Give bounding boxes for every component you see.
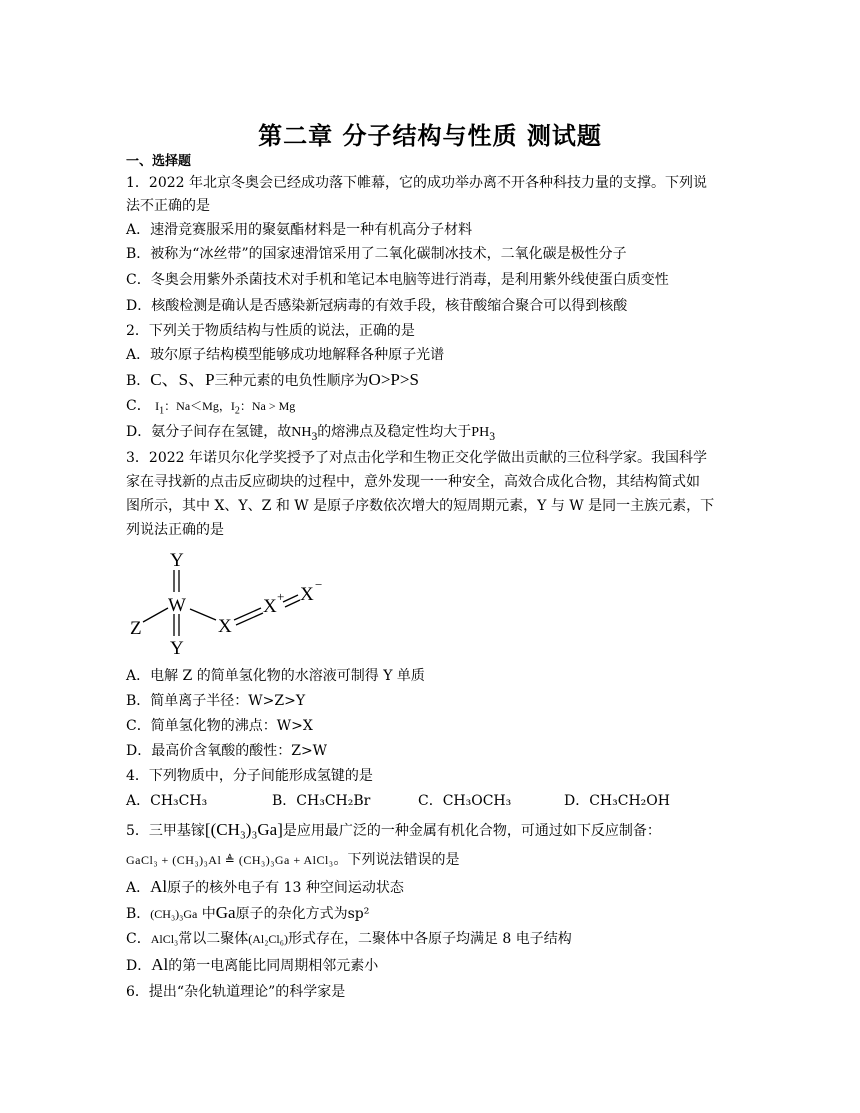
q5-c-text2: 形式存在，二聚体中各原子均满足 8 电子结构 [287,931,572,947]
charge-minus: − [315,577,323,592]
trimethylgallium-formula: [(CH₃)₃Ga] [204,820,283,839]
charge-plus: + [277,589,285,604]
q4-stem: 4．下列物质中，分子间能形成氢键的是 [126,768,373,784]
i2-text: ：Na > Mg [239,399,296,413]
q2-d-text2: 的熔沸点及稳定性均大于 [317,424,472,440]
q4-option-c: C．CH₃OCH₃ [418,793,512,809]
q1-option-b: B．被称为“冰丝带”的国家速滑馆采用了二氧化碳制冰技术，二氧化碳是极性分子 [126,246,627,262]
ph3-subscript: 3 [489,429,496,443]
structure-diagram [126,548,336,658]
page-title: 第二章 分子结构与性质 测试题 [258,122,602,150]
q4-option-a: A．CH₃CH₃ [126,793,208,809]
bond-z-w [143,608,168,622]
q2-option-b [126,370,736,391]
q2-option-d [126,422,736,447]
q1-option-d: D．核酸检测是确认是否感染新冠病毒的有效手段，核苷酸缩合聚合可以得到核酸 [126,298,628,314]
q5-stem-line2 [126,850,736,870]
q5-option-a [126,877,736,898]
q3-option-a: A．电解 Z 的简单氢化物的水溶液可制得 Y 单质 [126,668,425,684]
q5-option-c [126,929,736,949]
ga-symbol: Ga [215,903,236,922]
q1-option-a: A．速滑竞赛服采用的聚氨酯材料是一种有机高分子材料 [126,222,473,238]
i2-subscript: 2 [234,405,240,417]
q2-c-prefix: C． [126,398,151,414]
q1-option-c: C．冬奥会用紫外杀菌技术对手机和笔记本电脑等进行消毒，是利用紫外线使蛋白质变性 [126,272,669,288]
q2-b-prefix: B． [126,373,151,389]
nh3-formula: NH [291,425,312,440]
q1-stem-line1: 1．2022 年北京冬奥会已经成功落下帷幕，它的成功举办离不开各种科技力量的支撑。下列说 [126,175,707,191]
q5-stem-rest: 是应用最广泛的一种金属有机化合物，可通过如下反应制备： [282,823,661,839]
q3-stem-line4: 列说法正确的是 [126,522,224,538]
q3-stem-line2: 家在寻找新的点击反应砌块的过程中，意外发现一一种安全，高效合成化合物，其结构简式如 [126,474,700,490]
al-symbol-d: Al [151,955,169,974]
i1-text: ：Na＜Mg， [164,399,231,413]
q3-stem-line1: 3．2022 年诺贝尔化学奖授予了对点击化学和生物正交化学做出贡献的三位科学家。我国科学 [126,450,707,466]
nh3-subscript: 3 [311,429,318,443]
bond-x-x-1 [234,608,261,620]
q5-d-text: 的第一电离能比同周期相邻元素小 [168,958,379,974]
q5-c-text1: 常以二聚体 [178,931,249,947]
q5-a-prefix: A． [126,880,151,896]
q2-b-middle: 三种元素的电负性顺序为 [214,373,369,389]
al-symbol: Al [150,877,168,896]
reaction-equation: GaCl₃ + (CH₃)₃Al ≜ (CH₃)₃Ga + AlCl₃ [126,853,334,867]
q5-option-b [126,903,736,924]
i1-subscript: 1 [159,405,165,417]
q2-stem: 2．下列关于物质结构与性质的说法，正确的是 [126,323,415,339]
q3-stem-line3: 图所示，其中 X、Y、Z 和 W 是原子序数依次增大的短周期元素，Y 与 W 是同一主族元素，下 [126,498,715,514]
q5-b-prefix: B． [126,906,151,922]
atom-x3: X [300,584,314,605]
q5-stem-question: 。下列说法错误的是 [333,852,460,868]
q2-c-content [155,399,296,417]
q5-option-d [126,955,736,976]
section-heading: 一、选择题 [126,154,192,169]
q2-option-a: A．玻尔原子结构模型能够成功地解释各种原子光谱 [126,347,445,363]
q2-d-text1: D．氨分子间存在氢键，故 [126,424,292,440]
q5-a-text: 原子的核外电子有 13 种空间运动状态 [167,880,404,896]
q4-option-d: D．CH₃CH₂OH [564,793,670,809]
q5-stem-start: 5．三甲基镓 [126,823,205,839]
q3-option-c: C．简单氢化物的沸点：W>X [126,718,313,734]
bond-x-x-3 [283,595,298,602]
q2-option-c [126,396,736,421]
q5-stem-line1 [126,820,736,841]
q5-b-text: 原子的杂化方式为sp² [235,906,370,922]
q5-c-prefix: C． [126,931,151,947]
bond-x-x-2 [236,613,263,625]
q2-b-order: O>P>S [368,370,419,389]
atom-y-bottom: Y [170,638,184,658]
dimer-formula: (Al₂Cl₆) [248,932,288,946]
atom-x1: X [218,616,232,637]
q5-b-formula: (CH₃)₃Ga [150,907,198,921]
ph3-formula: PH [471,425,490,440]
q4-option-b: B．CH₃CH₂Br [272,793,371,809]
q3-option-d: D．最高价含氧酸的酸性：Z>W [126,743,328,759]
alcl3-formula: AlCl₃ [150,932,179,946]
i1-symbol: I [155,399,160,413]
bond-x-x-4 [285,600,300,607]
q5-b-middle: 中 [197,906,216,922]
q2-b-elements: C、S、P [150,370,215,389]
i2-symbol: I [230,399,235,413]
q3-option-b: B．简单离子半径：W>Z>Y [126,693,306,709]
bond-w-x [190,609,216,620]
atom-y-top: Y [170,550,184,571]
q4-options [126,791,736,811]
atom-w: W [168,595,186,616]
q6-stem: 6．提出“杂化轨道理论”的科学家是 [126,984,346,1000]
q5-d-prefix: D． [126,958,152,974]
atom-x2: X [263,596,277,617]
q1-stem-line2: 法不正确的是 [126,198,210,214]
atom-z: Z [130,618,142,639]
